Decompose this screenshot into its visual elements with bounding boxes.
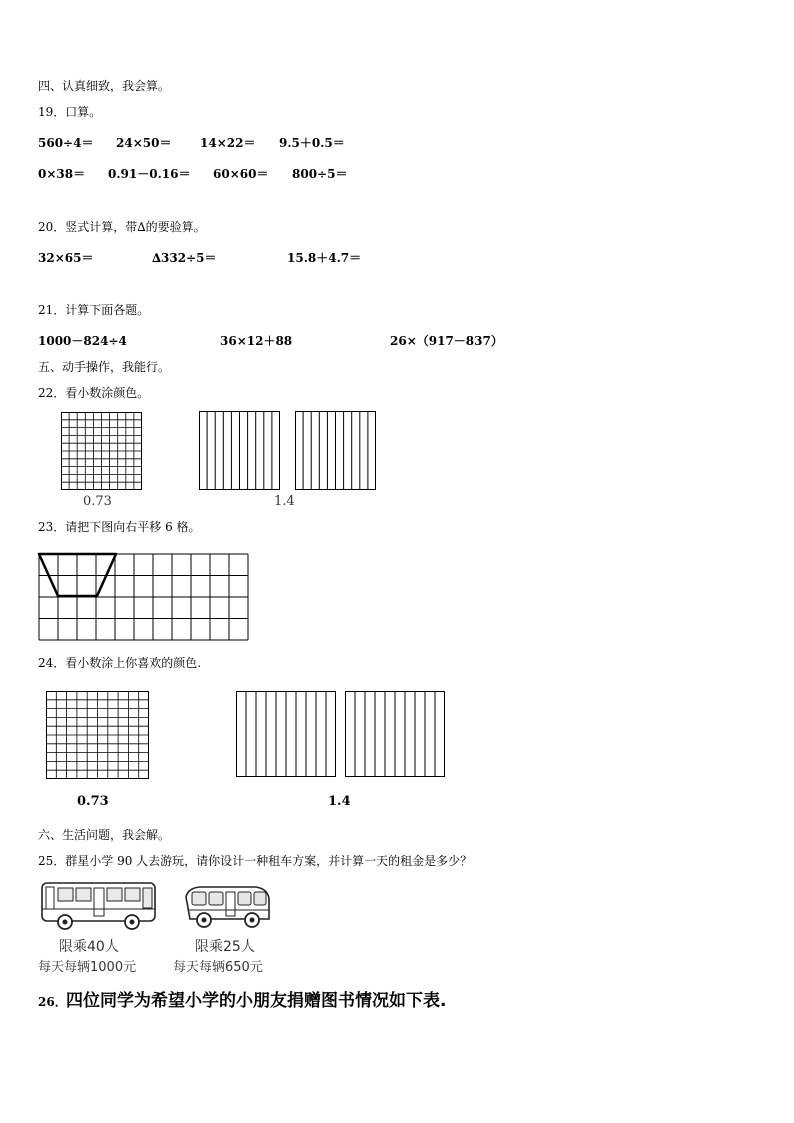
bus-price: 每天每辆1000元 xyxy=(38,960,137,975)
tenths-strip-q24-b xyxy=(345,691,445,777)
oral-calc-item: 9.5＋0.5＝ xyxy=(279,136,345,150)
hundred-grid-q24 xyxy=(46,691,149,779)
tenths-strip-q24-a xyxy=(236,691,336,777)
question-24-label: 24．看小数涂上你喜欢的颜色. xyxy=(38,656,202,670)
decimal-caption: 1.4 xyxy=(328,794,351,809)
oral-calc-item: 60×60＝ xyxy=(213,167,269,181)
decimal-caption: 1.4 xyxy=(274,494,295,509)
hundred-grid-q22 xyxy=(61,412,142,490)
oral-calc-item: 560÷4＝ xyxy=(38,136,94,150)
question-21-label: 21．计算下面各题。 xyxy=(38,303,150,317)
section-4-heading: 四、认真细致，我会算。 xyxy=(38,79,171,93)
vertical-calc-item: 15.8＋4.7＝ xyxy=(287,251,362,265)
tenths-strip-q22-a xyxy=(199,411,280,490)
decimal-caption: 0.73 xyxy=(77,794,109,809)
tenths-strip-q22-b xyxy=(295,411,376,490)
bus-capacity: 限乘40人 xyxy=(59,939,119,955)
small-bus-icon xyxy=(182,883,272,931)
decimal-caption: 0.73 xyxy=(83,494,112,509)
bus-capacity: 限乘25人 xyxy=(195,939,255,955)
section-5-heading: 五、动手操作，我能行。 xyxy=(38,360,171,374)
question-26-text: 四位同学为希望小学的小朋友捐赠图书情况如下表. xyxy=(66,991,447,1011)
oral-calc-item: 24×50＝ xyxy=(116,136,172,150)
question-20-label: 20．竖式计算，带∆的要验算。 xyxy=(38,220,206,234)
mixed-calc-item: 1000－824÷4 xyxy=(38,334,127,348)
oral-calc-item: 0.91－0.16＝ xyxy=(108,167,191,181)
vertical-calc-item: ∆332÷5＝ xyxy=(152,251,217,265)
translation-grid-q23 xyxy=(38,553,248,641)
section-6-heading: 六、生活问题，我会解。 xyxy=(38,828,171,842)
question-22-label: 22．看小数涂颜色。 xyxy=(38,386,150,400)
question-26-number: 26． xyxy=(38,995,67,1009)
oral-calc-item: 0×38＝ xyxy=(38,167,86,181)
mixed-calc-item: 26×（917－837） xyxy=(390,334,503,348)
oral-calc-item: 800÷5＝ xyxy=(292,167,348,181)
oral-calc-item: 14×22＝ xyxy=(200,136,256,150)
question-23-label: 23．请把下图向右平移 6 格。 xyxy=(38,520,201,534)
question-19-label: 19．口算。 xyxy=(38,105,102,119)
bus-price: 每天每辆650元 xyxy=(173,960,263,975)
question-25-label: 25．群星小学 90 人去游玩，请你设计一种租车方案，并计算一天的租金是多少？ xyxy=(38,854,473,868)
mixed-calc-item: 36×12＋88 xyxy=(220,334,293,348)
large-bus-icon xyxy=(40,879,158,931)
vertical-calc-item: 32×65＝ xyxy=(38,251,94,265)
